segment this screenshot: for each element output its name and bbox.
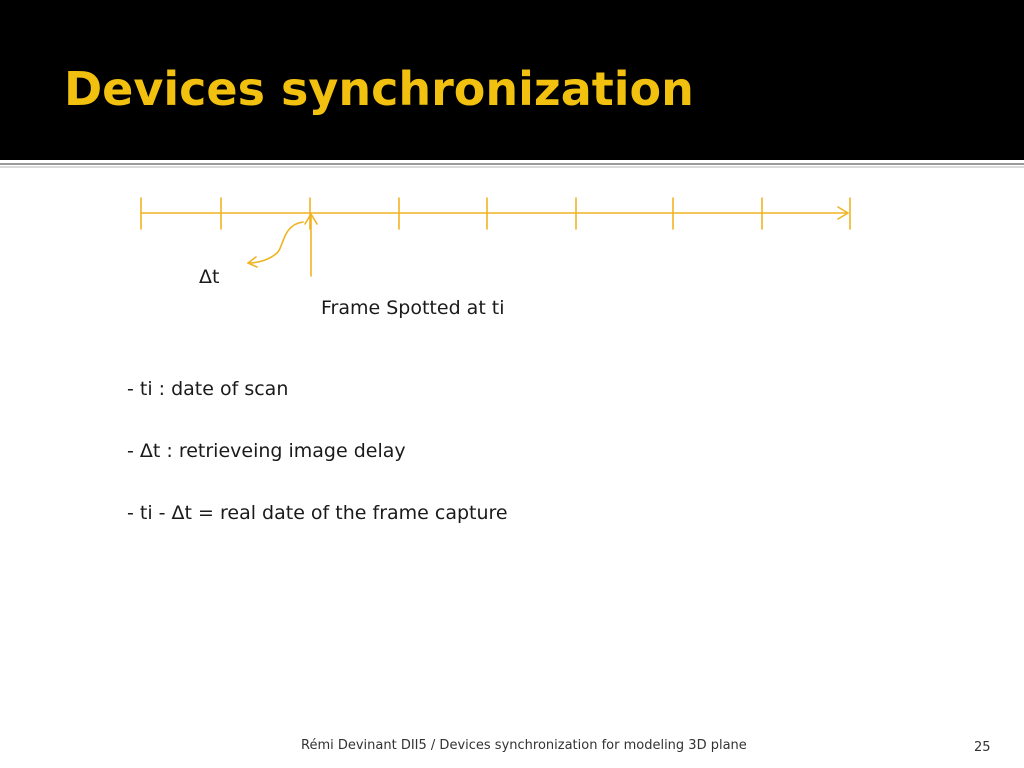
- definition-delay: - Δt : retrieveing image delay: [127, 440, 406, 462]
- definition-scan-date: - ti : date of scan: [127, 378, 289, 400]
- slide-title: Devices synchronization: [64, 62, 694, 116]
- definitions-list: [127, 377, 508, 563]
- slide-footer: Rémi Devinant DII5 / Devices synchronization for modeling 3D plane: [301, 738, 747, 753]
- page-number: 25: [974, 740, 991, 755]
- frame-spotted-label: Frame Spotted at ti: [321, 297, 505, 319]
- definition-real-capture-date: - ti - Δt = real date of the frame capture: [127, 502, 508, 524]
- delta-t-label: Δt: [199, 266, 220, 288]
